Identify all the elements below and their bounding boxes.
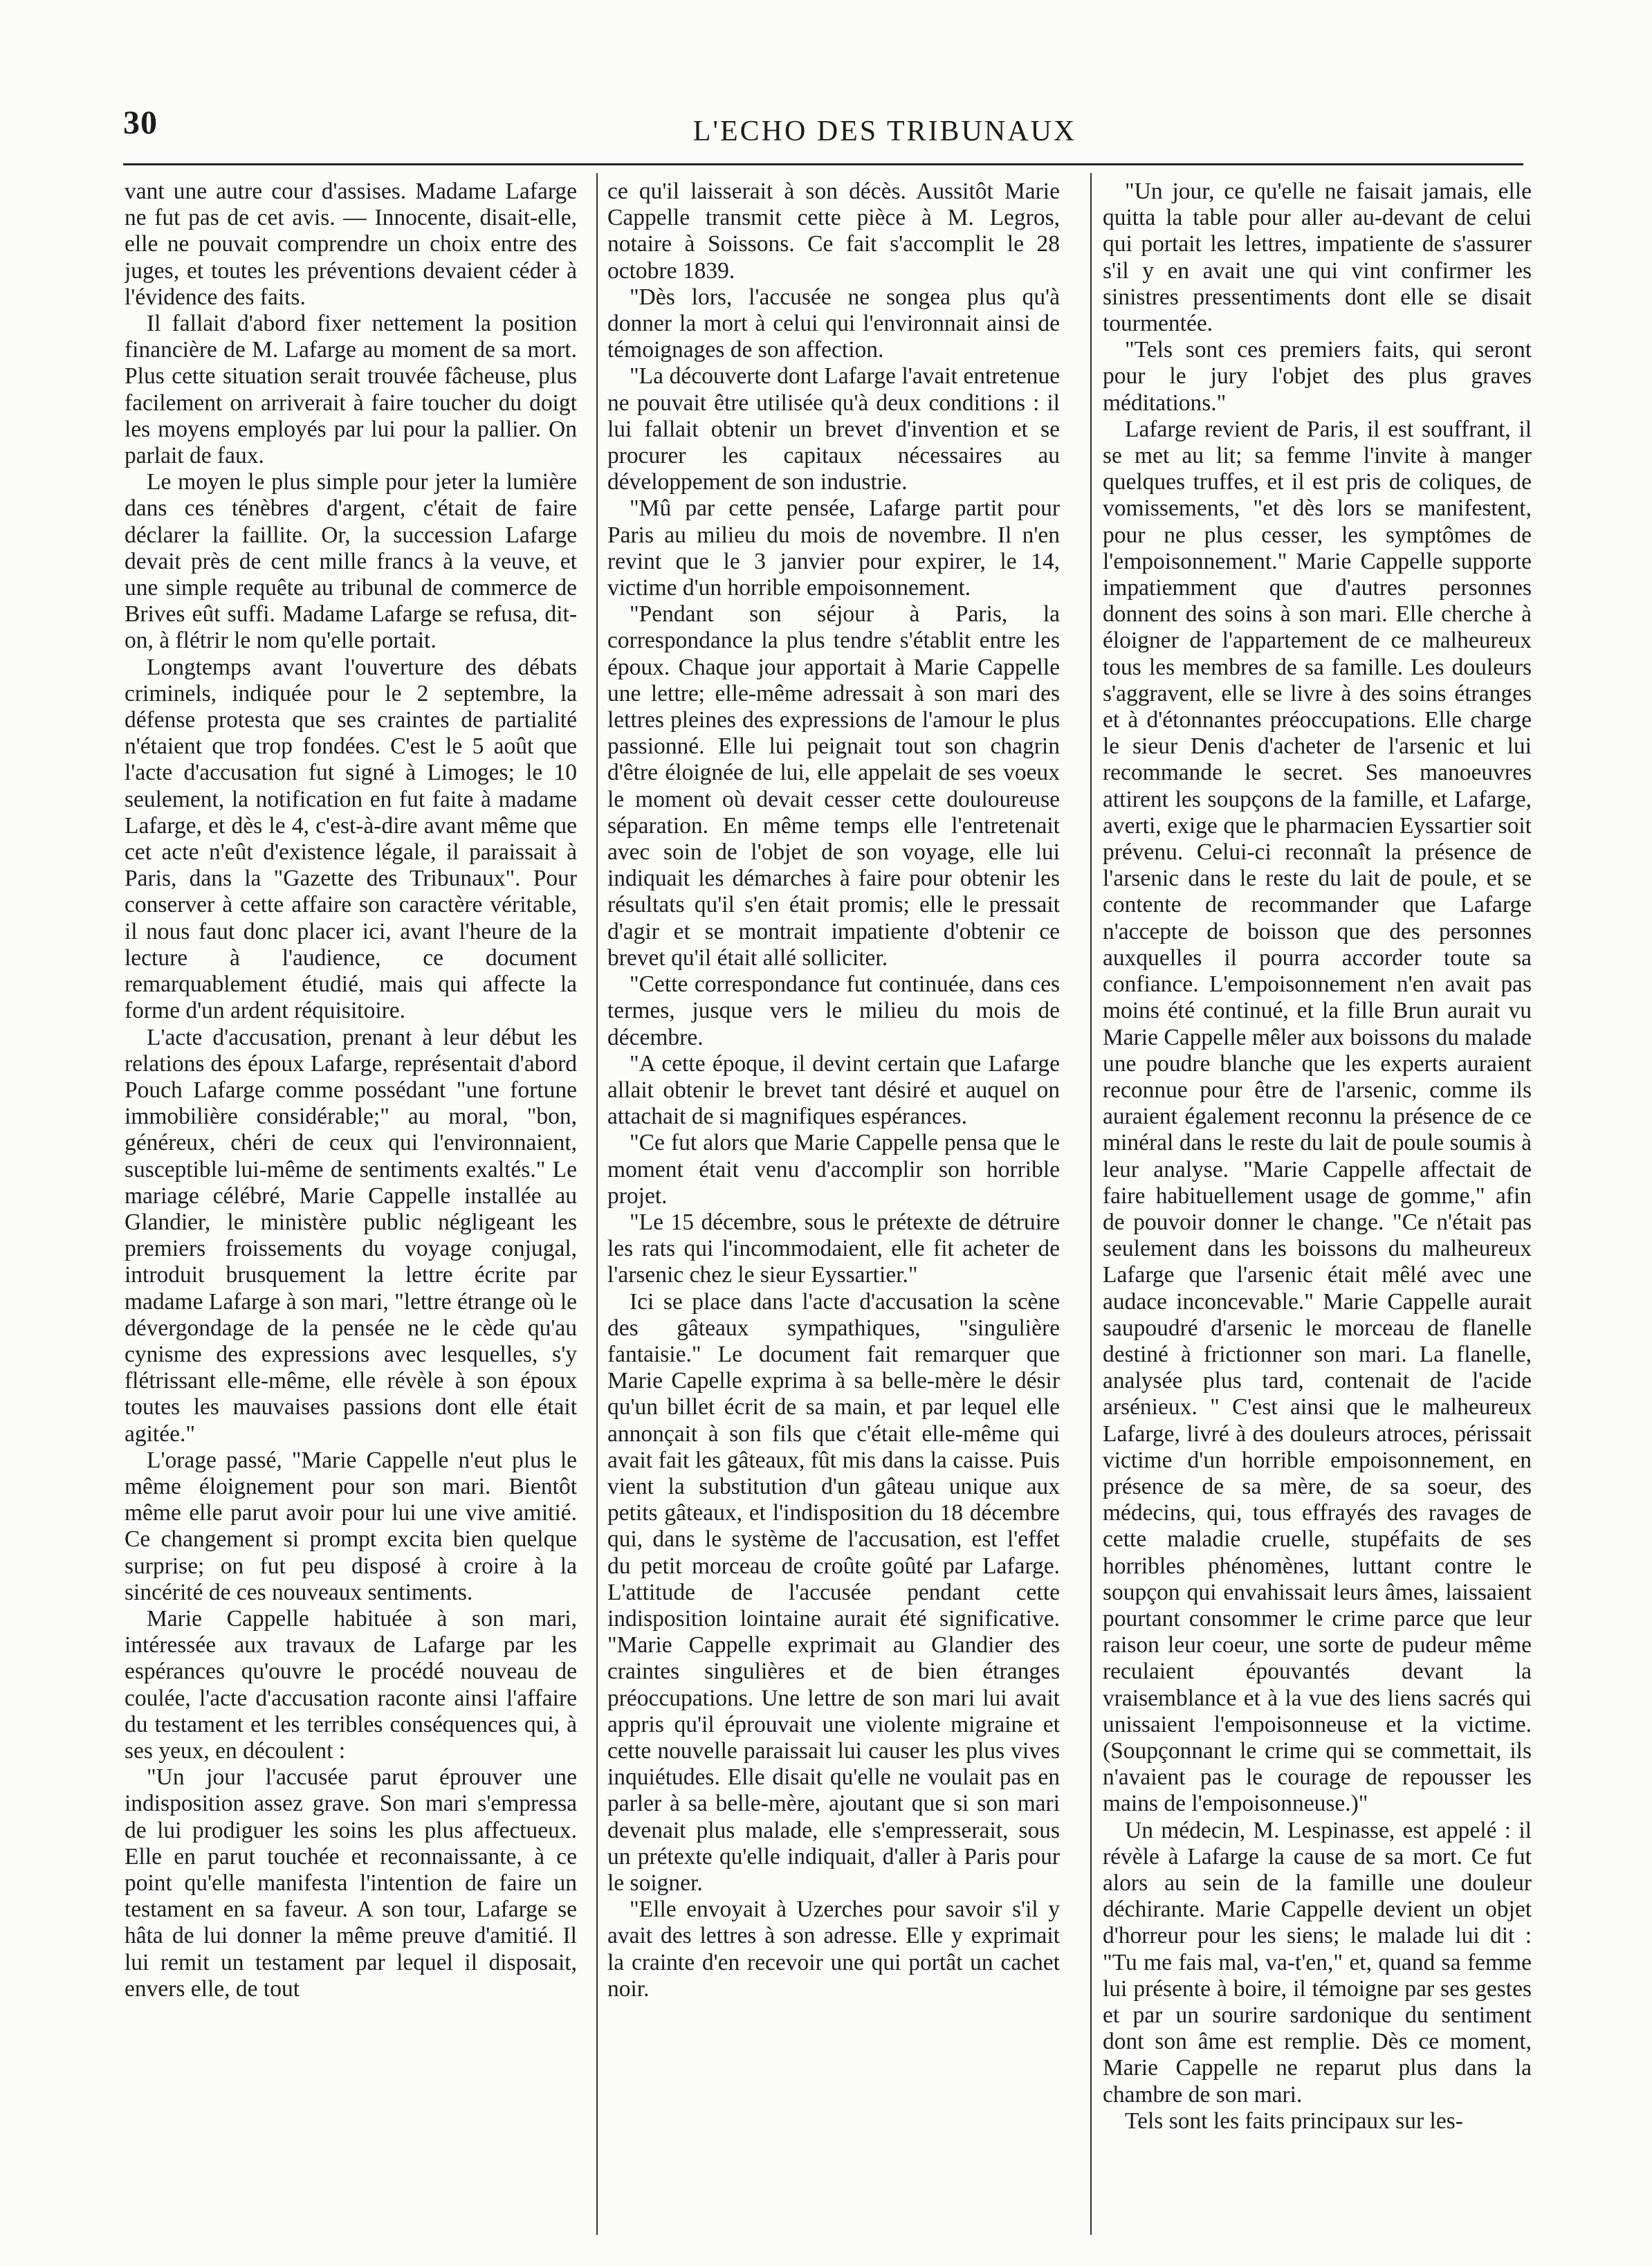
article-paragraph: "Le 15 décembre, sous le prétexte de détruire les rats qui l'incommodaient, elle fit acheter de l'arsenic chez le sieur Eyssartier.": [607, 1209, 1060, 1288]
article-paragraph: "Elle envoyait à Uzerches pour savoir s'il y avait des lettres à son adresse. Elle y exprimait la crainte d'en recevoir une qui portât un cachet noir.: [607, 1897, 1060, 2002]
header-rule: [123, 163, 1523, 165]
column-divider: [1090, 173, 1092, 2235]
article-paragraph: "Cette correspondance fut continuée, dans ces termes, jusque vers le milieu du mois de décembre.: [607, 971, 1060, 1050]
article-paragraph: Tels sont les faits principaux sur les-: [1125, 2108, 1463, 2134]
article-paragraph: "Un jour, ce qu'elle ne faisait jamais, elle quitta la table pour aller au-devant de celui qui portait les lettres, impatiente de s'assurer s'il y en avait une qui vint confirmer les sinistres pressentiments dont elle se disait tourmentée.: [1103, 179, 1532, 337]
article-paragraph: "Tels sont ces premiers faits, qui seront pour le jury l'objet des plus graves méditations.": [1103, 337, 1532, 416]
article-paragraph: "Pendant son séjour à Paris, la correspondance la plus tendre s'établit entre les époux. Chaque jour apportait à Marie Cappelle une lettre; elle-même adressait à son mari des lettres pleines des expressions de l'amour le plus passionné. Elle lui peignait tout son chagrin d'être éloignée de lui, elle appelait de ses voeux le moment où devait cesser cette douloureuse séparation. En même temps elle l'entretenait avec soin de l'objet de son voyage, elle lui indiquait les démarches à faire pour obtenir les résultats qu'il s'en était promis; elle le pressait d'agir et se montrait impatiente d'obtenir ce brevet qu'il était allé solliciter.: [607, 601, 1060, 971]
article-paragraph: Longtemps avant l'ouverture des débats criminels, indiquée pour le 2 septembre, la défense protesta que ses craintes de partialité n'étaient que trop fondées. C'est le 5 août que l'acte d'accusation fut signé à Limoges; le 10 seulement, la notification en fut faite à madame Lafarge, et dès le 4, c'est-à-dire avant même que cet acte n'eût d'existence légale, il paraissait à Paris, dans la "Gazette des Tribunaux". Pour conserver à cette affaire son caractère véritable, il nous faut donc placer ici, avant l'heure de la lecture à l'audience, ce document remarquablement étudié, mais qui affecte la forme d'un ardent réquisitoire.: [125, 654, 577, 1024]
article-paragraph: "La découverte dont Lafarge l'avait entretenue ne pouvait être utilisée qu'à deux conditions : il lui fallait obtenir un brevet d'invention et se procurer les capitaux nécessaires au développement de son industrie.: [607, 363, 1060, 495]
article-paragraph: ce qu'il laisserait à son décès. Aussitôt Marie Cappelle transmit cette pièce à M. Legros, notaire à Soissons. Ce fait s'accomplit le 28 octobre 1839.: [607, 179, 1060, 284]
page-number: 30: [123, 104, 158, 141]
article-paragraph: Marie Cappelle habituée à son mari, intéressée aux travaux de Lafarge par les espérances qu'ouvre le procédé nouveau de coulée, l'acte d'accusation raconte ainsi l'affaire du testament et les terribles conséquences qui, à ses yeux, en découlent :: [125, 1605, 577, 1764]
article-paragraph: "Mû par cette pensée, Lafarge partit pour Paris au milieu du mois de novembre. Il n'en revint que le 3 janvier pour expirer, le 14, victime d'un horrible empoisonnement.: [607, 495, 1060, 601]
article-paragraph: L'acte d'accusation, prenant à leur début les relations des époux Lafarge, représentait d'abord Pouch Lafarge comme possédant "une fortune immobilière considérable;" au moral, "bon, généreux, chéri de ceux qui l'environnaient, susceptible lui-même de sentiments exaltés." Le mariage célébré, Marie Cappelle installée au Glandier, le ministère public négligeant les premiers froissements du voyage conjugal, introduit brusquement la lettre écrite par madame Lafarge à son mari, "lettre étrange où le dévergondage de la pensée ne le cède qu'au cynisme des expressions avec lesquelles, s'y flétrissant elle-même, elle révèle à son époux toutes les mauvaises passions dont elle était agitée.": [125, 1024, 577, 1447]
article-paragraph: Lafarge revient de Paris, il est souffrant, il se met au lit; sa femme l'invite à manger quelques truffes, et il est pris de coliques, de vomissements, "et dès lors se manifestent, pour ne plus cesser, les symptômes de l'empoisonnement." Marie Cappelle supporte impatiemment que d'autres personnes donnent des soins à son mari. Elle cherche à éloigner de l'appartement de ce malheureux tous les membres de sa famille. Les douleurs s'aggravent, elle se livre à des soins étranges et à d'étonnantes préoccupations. Elle charge le sieur Denis d'acheter de l'arsenic et lui recommande le secret. Ses manoeuvres attirent les soupçons de la famille, et Lafarge, averti, exige que le pharmacien Eyssartier soit prévenu. Celui-ci reconnaît la présence de l'arsenic dans le reste du lait de poule, et se contente de recommander que Lafarge n'accepte de boisson que des personnes auxquelles il pourra accorder toute sa confiance. L'empoisonnement n'en avait pas moins été continué, et la fille Brun aurait vu Marie Cappelle mêler aux boissons du malade une poudre blanche que les experts auraient reconnue pour être de l'arsenic, comme ils auraient également reconnu la présence de ce minéral dans le reste du lait de poule soumis à leur analyse. "Marie Cappelle affectait de faire habituellement usage de gomme," afin de pouvoir donner le change. "Ce n'était pas seulement dans les boissons du malheureux Lafarge que l'arsenic était mêlé avec une audace inconcevable." Marie Cappelle aurait saupoudré d'arsenic le morceau de flanelle destiné à frictionner son mari. La flanelle, analysée plus tard, contenait de l'acide arsénieux. " C'est ainsi que le malheureux Lafarge, livré à des douleurs atroces, périssait victime d'un horrible empoisonnement, en présence de sa mère, de sa soeur, des médecins, qui, tous effrayés des ravages de cette maladie cruelle, stupéfaits de ses horribles phénomènes, luttant contre le soupçon qui envahissait leurs âmes, laissaient pourtant consommer le crime parce que leur raison leur coeur, une sorte de pudeur même reculaient épouvantés devant la vraisemblance et à la vue des liens sacrés qui unissaient l'empoisonneuse et la victime. (Soupçonnant le crime qui se commettait, ils n'avaient pas le courage de repousser les mains de l'empoisonneuse.)": [1103, 416, 1532, 1817]
article-paragraph: "A cette époque, il devint certain que Lafarge allait obtenir le brevet tant désiré et auquel on attachait de si magnifiques espérances.: [607, 1050, 1060, 1130]
text-column-3: [1103, 179, 1532, 2227]
publication-title: L'ECHO DES TRIBUNAUX: [692, 116, 1077, 147]
column-divider: [596, 173, 598, 2235]
article-paragraph: L'orage passé, "Marie Cappelle n'eut plus le même éloignement pour son mari. Bientôt même elle parut avoir pour lui une vive amitié. Ce changement si prompt excita bien quelque surprise; on fut peu disposé à croire à la sincérité de ces nouveaux sentiments.: [125, 1447, 577, 1605]
article-paragraph: vant une autre cour d'assises. Madame Lafarge ne fut pas de cet avis. — Innocente, disait-elle, elle ne pouvait comprendre un choix entre des juges, et toutes les préventions devaient céder à l'évidence des faits.: [125, 179, 577, 310]
article-paragraph: Le moyen le plus simple pour jeter la lumière dans ces ténèbres d'argent, c'était de faire déclarer la faillite. Or, la succession Lafarge devait près de cent mille francs à la veuve, et une simple requête au tribunal de commerce de Brives eût suffi. Madame Lafarge se refusa, dit-on, à flétrir le nom qu'elle portait.: [125, 469, 577, 654]
article-paragraph: "Dès lors, l'accusée ne songea plus qu'à donner la mort à celui qui l'environnait ainsi de témoignages de son affection.: [607, 284, 1060, 363]
article-paragraph: Il fallait d'abord fixer nettement la position financière de M. Lafarge au moment de sa mort. Plus cette situation serait trouvée fâcheuse, plus facilement on arriverait à faire toucher du doigt les moyens employés par lui pour la pallier. On parlait de faux.: [125, 311, 577, 469]
article-paragraph: "Un jour l'accusée parut éprouver une indisposition assez grave. Son mari s'empressa de lui prodiguer les soins les plus affectueux. Elle en parut touchée et reconnaissante, à ce point qu'elle manifesta l'intention de faire un testament en sa faveur. A son tour, Lafarge se hâta de lui donner la même preuve d'amitié. Il lui remit un testament par lequel il disposait, envers elle, de tout: [125, 1764, 577, 2002]
article-paragraph: Un médecin, M. Lespinasse, est appelé : il révèle à Lafarge la cause de sa mort. Ce fut alors au sein de la famille une douleur déchirante. Marie Cappelle devient un objet d'horreur pour les siens; le malade lui dit : "Tu me fais mal, va-t'en," et, quand sa femme lui présente à boire, il témoigne par ses gestes et par un sourire sardonique du sentiment dont son âme est remplie. Dès ce moment, Marie Cappelle ne reparut plus dans la chambre de son mari.: [1103, 1817, 1532, 2108]
text-column-1: [125, 179, 577, 2227]
article-paragraph: "Ce fut alors que Marie Cappelle pensa que le moment était venu d'accomplir son horrible projet.: [607, 1130, 1060, 1209]
text-column-2: [607, 179, 1060, 2227]
article-paragraph: Ici se place dans l'acte d'accusation la scène des gâteaux sympathiques, "singulière fantaisie." Le document fait remarquer que Marie Capelle exprima à sa belle-mère le désir qu'un billet écrit de sa main, et par lequel elle annonçait à son fils que c'était elle-même qui avait fait les gâteaux, fût mis dans la caisse. Puis vient la substitution d'un gâteau unique aux petits gâteaux, et l'indisposition du 18 décembre qui, dans le système de l'accusation, est l'effet du petit morceau de croûte goûté par Lafarge. L'attitude de l'accusée pendant cette indisposition lointaine aurait été significative. "Marie Cappelle exprimait au Glandier des craintes singulières et de bien étranges préoccupations. Une lettre de son mari lui avait appris qu'il éprouvait une violente migraine et cette nouvelle paraissait lui causer les plus vives inquiétudes. Elle disait qu'elle ne voulait pas en parler à sa belle-mère, ajoutant que si son mari devenait plus malade, elle s'empresserait, sous un prétexte qu'elle indiquait, d'aller à Paris pour le soigner.: [607, 1288, 1060, 1896]
